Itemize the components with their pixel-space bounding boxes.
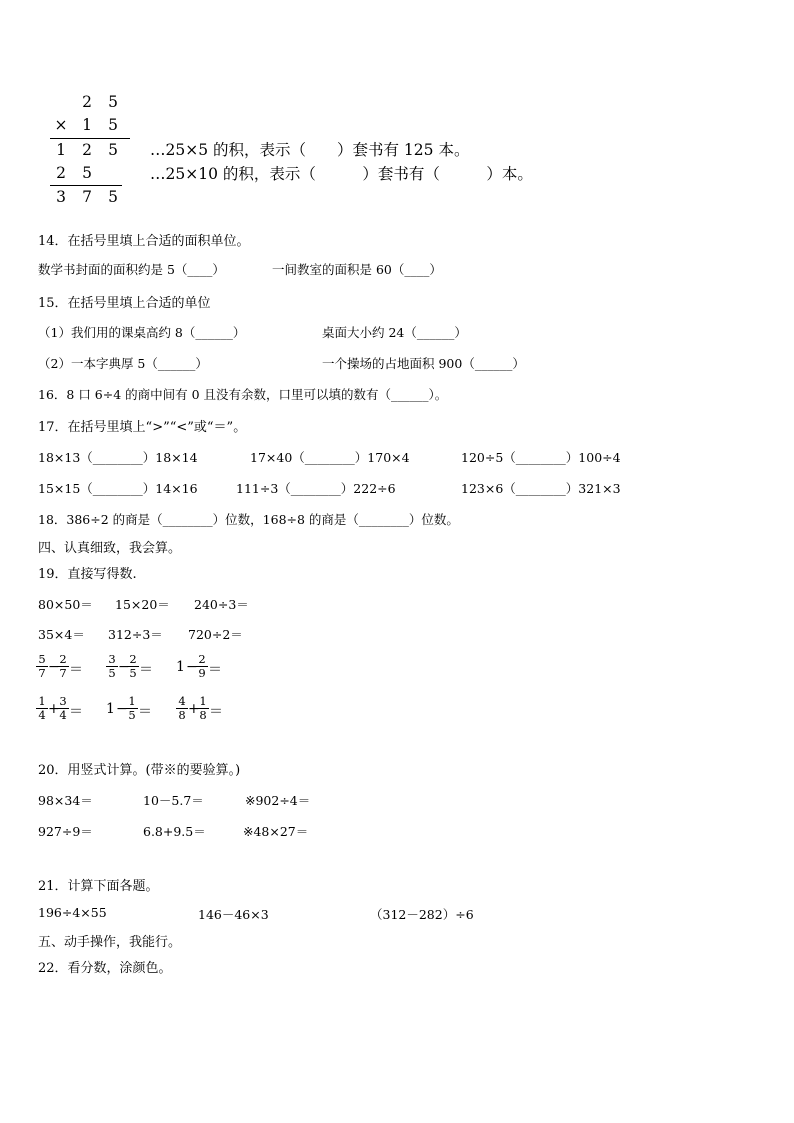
question-22-title: 22．看分数，涂颜色。 <box>38 961 172 976</box>
digit: 2 <box>82 93 92 111</box>
equals-sign: ＝ <box>208 662 222 678</box>
question-17-title: 17．在括号里填上“>”“<”或“＝”。 <box>38 420 247 435</box>
q21-item: 146－46×3 <box>198 907 269 922</box>
question-15-r2a: （2）一本字典厚 5（______） <box>38 356 208 371</box>
equals-sign: ＝ <box>209 704 223 720</box>
q19-item: 312÷3＝ <box>108 627 163 642</box>
digit: 5 <box>108 141 118 159</box>
digit: 5 <box>108 93 118 111</box>
digit: 5 <box>108 116 118 134</box>
digit: 2 <box>56 164 66 182</box>
operator: − <box>48 659 60 675</box>
q19-item: 720÷2＝ <box>188 627 243 642</box>
equals-sign: ＝ <box>139 662 153 678</box>
whole-number: 1 <box>176 659 185 675</box>
fraction: $\frac{4}{8}$ <box>176 695 188 722</box>
operator: − <box>116 701 128 717</box>
fraction: $\frac{1}{4}$ <box>36 695 48 722</box>
question-20-title: 20．用竖式计算。(带※的要验算。) <box>38 763 241 778</box>
q21-item: 196÷4×55 <box>38 905 107 920</box>
digit: 1 <box>82 116 92 134</box>
question-21-title: 21．计算下面各题。 <box>38 879 159 894</box>
question-18: 18．386÷2 的商是（________）位数，168÷8 的商是（________）位数。 <box>38 512 459 527</box>
divider-line <box>50 185 122 186</box>
question-15-r1b: 桌面大小约 24（______） <box>322 325 467 340</box>
fraction: $\frac{5}{7}$ <box>36 653 48 680</box>
question-19-title: 19．直接写得数. <box>38 567 137 582</box>
q20-item: ※48×27＝ <box>243 824 309 839</box>
operator: + <box>188 701 200 717</box>
calc-note-2: …25×10 的积，表示（ ）套书有（ ）本。 <box>150 165 533 183</box>
fraction: $\frac{2}{9}$ <box>196 653 208 680</box>
question-16: 16．8 口 6÷4 的商中间有 0 且没有余数，口里可以填的数有（______）。 <box>38 387 448 402</box>
q19-item: 80×50＝ <box>38 597 93 612</box>
fraction: $\frac{1}{5}$ <box>126 695 138 722</box>
question-15-r1a: （1）我们用的课桌高约 8（______） <box>38 325 246 340</box>
q17-item: 111÷3（________）222÷6 <box>236 481 396 496</box>
question-14-title: 14．在括号里填上合适的面积单位。 <box>38 234 250 249</box>
operator: − <box>186 659 198 675</box>
equals-sign: ＝ <box>69 662 83 678</box>
q17-item: 120÷5（________）100÷4 <box>461 450 621 465</box>
q20-item: 927÷9＝ <box>38 824 93 839</box>
whole-number: 1 <box>106 701 115 717</box>
equals-sign: ＝ <box>69 704 83 720</box>
multiply-sign: × <box>54 116 68 134</box>
digit: 5 <box>82 164 92 182</box>
question-14-a: 数学书封面的面积约是 5（____） <box>38 262 225 277</box>
fraction: $\frac{3}{4}$ <box>57 695 69 722</box>
operator: + <box>48 701 60 717</box>
divider-line <box>50 138 130 139</box>
q20-item: ※902÷4＝ <box>245 793 311 808</box>
q17-item: 15×15（________）14×16 <box>38 481 198 496</box>
q19-item: 240÷3＝ <box>194 597 249 612</box>
fraction: $\frac{2}{5}$ <box>127 653 139 680</box>
operator: − <box>118 659 130 675</box>
question-15-r2b: 一个操场的占地面积 900（______） <box>322 356 525 371</box>
equals-sign: ＝ <box>138 704 152 720</box>
q17-item: 17×40（________）170×4 <box>250 450 410 465</box>
q20-item: 6.8+9.5＝ <box>143 824 206 839</box>
section-5-heading: 五、动手操作，我能行。 <box>38 935 182 950</box>
section-4-heading: 四、认真细致，我会算。 <box>38 541 182 556</box>
q19-item: 15×20＝ <box>115 597 170 612</box>
q20-item: 10－5.7＝ <box>143 793 204 808</box>
q21-item: （312－282）÷6 <box>370 907 474 922</box>
fraction: $\frac{1}{8}$ <box>197 695 209 722</box>
digit: 5 <box>108 188 118 206</box>
question-14-b: 一间教室的面积是 60（____） <box>272 262 442 277</box>
digit: 3 <box>56 188 66 206</box>
fraction: $\frac{3}{5}$ <box>106 653 118 680</box>
question-15-title: 15．在括号里填上合适的单位 <box>38 296 211 311</box>
q19-item: 35×4＝ <box>38 627 85 642</box>
q17-item: 123×6（________）321×3 <box>461 481 621 496</box>
digit: 2 <box>82 141 92 159</box>
digit: 1 <box>56 141 66 159</box>
q17-item: 18×13（________）18×14 <box>38 450 198 465</box>
fraction: $\frac{2}{7}$ <box>57 653 69 680</box>
q20-item: 98×34＝ <box>38 793 93 808</box>
digit: 7 <box>82 188 92 206</box>
calc-note-1: …25×5 的积，表示（ ）套书有 125 本。 <box>150 141 470 159</box>
